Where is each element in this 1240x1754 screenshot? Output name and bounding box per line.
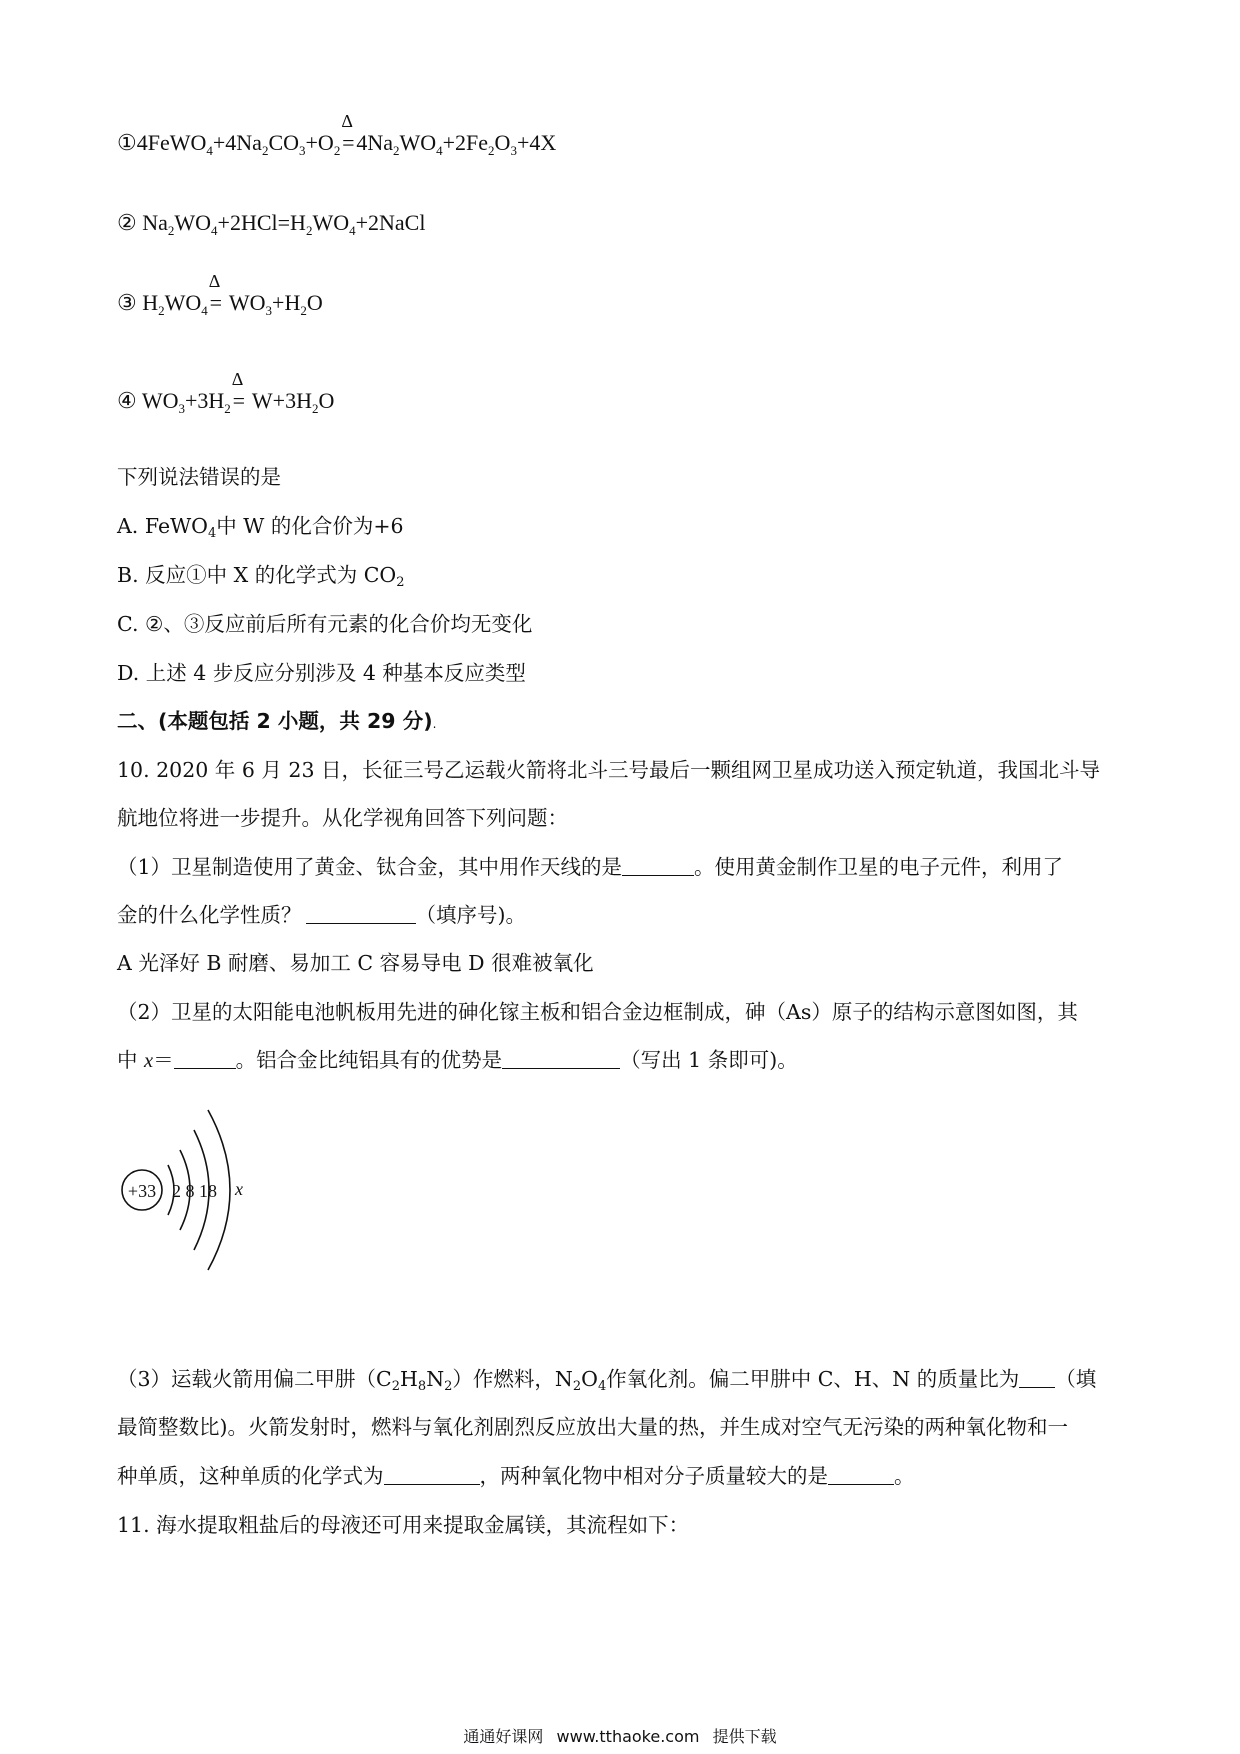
footer-site: 通通好课网 xyxy=(463,1727,544,1746)
heat-arrow: Δ = xyxy=(231,369,245,413)
q10-part3-line1: （3）运载火箭用偏二甲肼（C2H8N2）作燃料，N2O4作氧化剂。偏二甲肼中 C、H、N 的质量比为 （填 xyxy=(117,1367,1097,1394)
equation-2: ② $Na_2WO_4+2HCl=H_2WO_4+2NaCl$ xyxy=(117,210,426,238)
q9-prompt: 下列说法错误的是 xyxy=(117,465,281,489)
answer-blank-x[interactable] xyxy=(174,1046,236,1069)
heat-arrow: Δ = xyxy=(208,271,222,315)
answer-blank-antenna[interactable] xyxy=(622,853,694,876)
section-2-heading: 二、(本题包括 2 小题，共 29 分). xyxy=(117,709,437,733)
footer-url[interactable]: www.tthaoke.com xyxy=(556,1727,700,1746)
q11-intro: 11. 海水提取粗盐后的母液还可用来提取金属镁，其流程如下： xyxy=(117,1513,690,1537)
arsenic-atom-diagram xyxy=(112,1095,252,1295)
outer-shell-x: x xyxy=(235,1179,243,1199)
q10-part1-options: A 光泽好 B 耐磨、易加工 C 容易导电 D 很难被氧化 xyxy=(117,951,594,975)
q10-part1-line2: 金的什么化学性质？ （填序号)。 xyxy=(117,903,526,927)
answer-blank-larger-oxide[interactable] xyxy=(828,1462,894,1485)
nucleus-charge: +33 xyxy=(127,1181,157,1201)
q10-part2-line1: （2）卫星的太阳能电池帆板用先进的砷化镓主板和铝合金边框制成，砷（As）原子的结构示意图如图，其 xyxy=(117,1000,1078,1024)
answer-blank-element-formula[interactable] xyxy=(384,1462,480,1485)
q10-part3-line2: 最简整数比)。火箭发射时，燃料与氧化剂剧烈反应放出大量的热，并生成对空气无污染的两种氧化物和一 xyxy=(117,1415,1068,1439)
q9-option-c: C. ②、③反应前后所有元素的化合价均无变化 xyxy=(117,612,533,636)
q9-option-d: D. 上述 4 步反应分别涉及 4 种基本反应类型 xyxy=(117,661,526,685)
q10-part1-line1: （1）卫星制造使用了黄金、钛合金，其中用作天线的是 。使用黄金制作卫星的电子元件，利用了 xyxy=(117,855,1064,879)
q10-part3-line3: 种单质，这种单质的化学式为 ，两种氧化物中相对分子质量较大的是 。 xyxy=(117,1464,915,1488)
q10-intro-line2: 航地位将进一步提升。从化学视角回答下列问题： xyxy=(117,806,568,830)
q9-option-a: A. FeWO4中 W 的化合价为+6 xyxy=(117,514,404,541)
answer-blank-gold-property[interactable] xyxy=(306,901,416,924)
answer-blank-alloy-advantage[interactable] xyxy=(502,1046,620,1069)
page-footer xyxy=(0,1724,1240,1747)
answer-blank-mass-ratio[interactable] xyxy=(1019,1365,1055,1388)
shell-electron-counts: 2 8 18 xyxy=(172,1181,217,1201)
equation-3: ③ $H_2WO_4$ Δ = $WO_3+H_2O$ xyxy=(117,271,323,318)
equation-1: $①4FeWO_4+4Na_2CO_3+O_2$ Δ $=4Na_2WO_4+2Fe_2O_3+4X$ xyxy=(117,111,557,158)
q10-part2-line2: 中 x＝ 。铝合金比纯铝具有的优势是 （写出 1 条即可)。 xyxy=(117,1048,798,1072)
footer-tail: 提供下载 xyxy=(712,1727,777,1746)
heat-arrow: Δ = xyxy=(341,111,355,155)
q9-option-b: B. 反应①中 X 的化学式为 CO2 xyxy=(117,563,405,590)
equation-4: ④ $WO_3+3H_2$ Δ = $W+3H_2O$ xyxy=(117,369,335,416)
q10-intro-line1: 10. 2020 年 6 月 23 日，长征三号乙运载火箭将北斗三号最后一颗组网卫星成功送入预定轨道，我国北斗导 xyxy=(117,758,1100,782)
eq1-num: ① xyxy=(117,130,137,155)
